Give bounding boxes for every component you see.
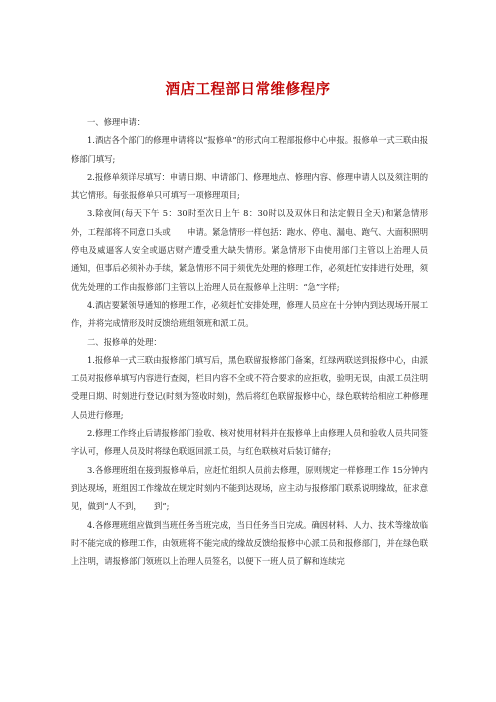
paragraph: 3.各修理班组在接到报修单后，应赶忙组织人员前去修理，原则规定一样修理工作 15分钟内到达现场，班组因工作缘故在规定时刻内不能到达现场，应主动与报修部门联系说明缘故，征求意见，做到“人不到， 到”;: [71, 464, 428, 512]
section-heading-repair-request: 一、修理申请：: [87, 117, 146, 127]
paragraph: 4.酒店要紧领导通知的修理工作，必须赶忙安排处理，修理人员应在十分钟内到达现场开展工作，并将完成情形及时反馈给班组领班和派工员。: [71, 299, 428, 329]
paragraph: 2.修理工作终止后请报修部门验收、核对使用材料并在报修单上由修理人员和验收人员共同签字认可，修理人员及时将绿色联返回派工员，与红色联核对后装订储存;: [71, 428, 428, 457]
paragraph: 1.报修单一式三联由报修部门填写后，黑色联留报修部门备案，红绿两联送到报修中心，由派工员对报修单填写内容进行查阅，栏目内容不全或不符合要求的应拒收，验明无误，由派工员注明受理日期、时刻进行登记(时刻为签收时刻)，然后将红色联留报修中心，绿色联转给相应工种修理人员进行修理;: [71, 354, 428, 420]
paragraph: 2.报修单须详尽填写：申请日期、申请部门、修理地点、修理内容、修理申请人以及须注明的其它情形。每张报修单只可填写一项修理项目;: [71, 171, 428, 201]
paragraph: 1.酒店各个部门的修理申请将以“报修单”的形式向工程部报修中心申报。报修单一式三联由报修部门填写;: [71, 135, 428, 164]
document-title: 酒店工程部日常维修程序: [165, 82, 331, 98]
paragraph: 3.除夜间(每天下午 5：30时至次日上午 8：30时以及双休日和法定假日全天)和紧急情形外，工程部将不同意口头或 申请。紧急情形一样包括：跑水、停电、漏电、跑气、大面积照明停电及威逼客人安全或逼店财产遭受重大缺失情形。紧急情形下由使用部门主管以上治理人员 通知，但事后必须补办手续，紧急情形不同于须优先处理的修理工作，必须赶忙安排进行处理，须优先处理的工作由报修部门主管以上治理人员在报修单上注明：“急”字样;: [71, 208, 439, 292]
section-heading-form-handling: 二、报修单的处理：: [87, 336, 162, 347]
document-body: [71, 113, 439, 570]
paragraph: 4.各修理班组应做到当班任务当班完成，当日任务当日完成。确因材料、人力、技术等缘故临时不能完成的修理工作，由领班将不能完成的缘故反馈给报修中心派工员和报修部门，并在绿色联上注明，请报修部门领班以上治理人员签名，以便下一班人员了解和连续完: [71, 519, 428, 567]
